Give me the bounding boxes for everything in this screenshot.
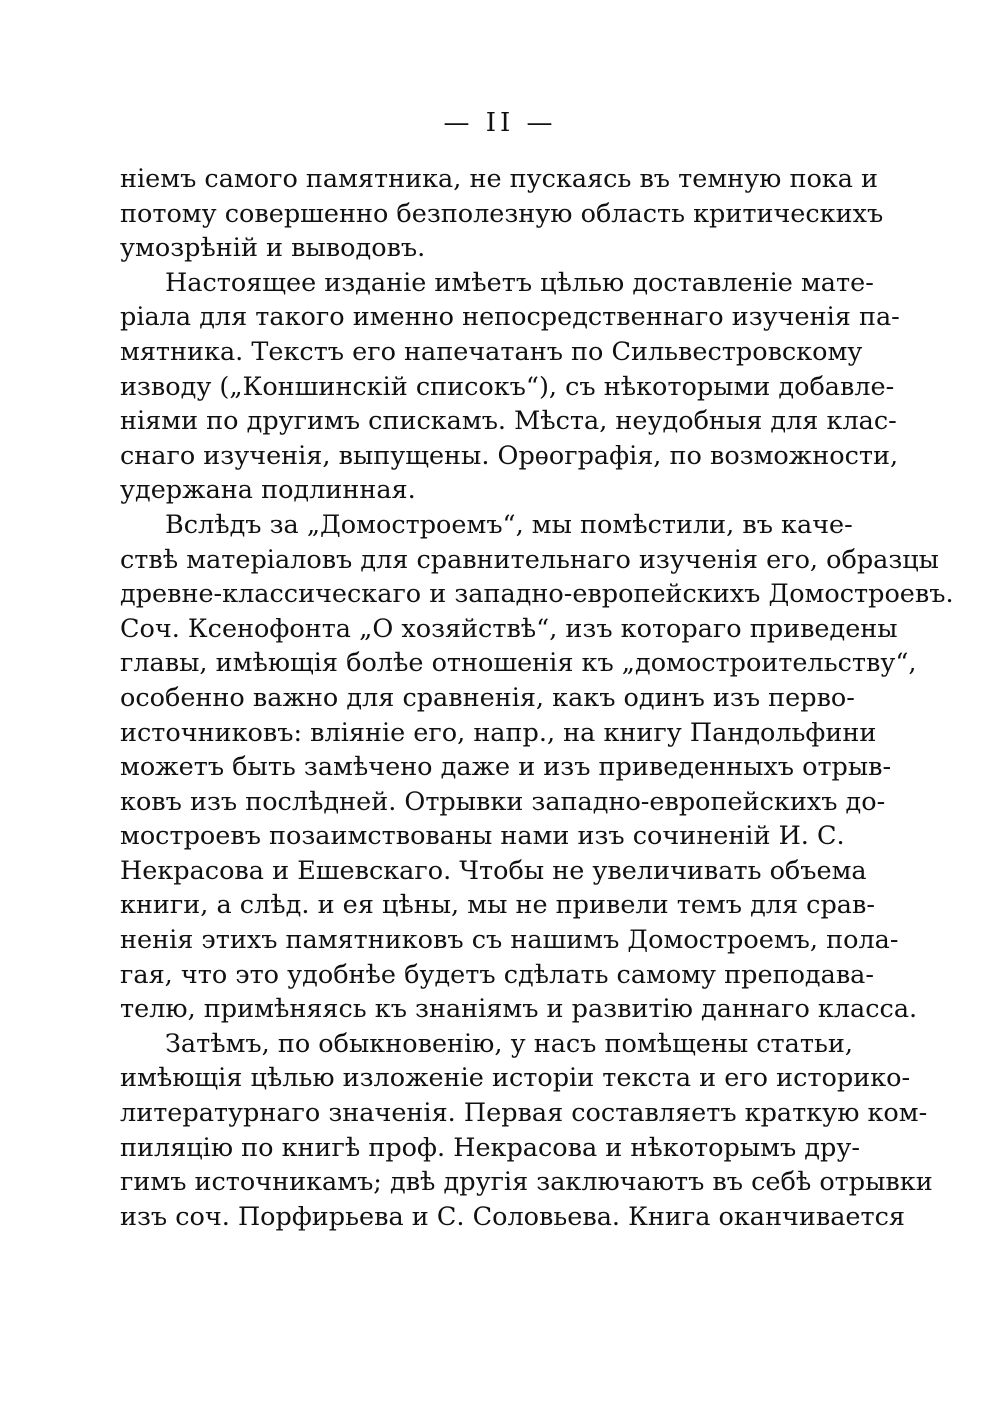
text-line: ненія этихъ памятниковъ съ нашимъ Домостроемъ, пола- (120, 925, 899, 956)
text-line: литературнаго значенія. Первая составляетъ краткую ком- (120, 1098, 928, 1129)
text-line: снаго изученія, выпущены. Орѳографія, по возможности, (120, 440, 899, 471)
text-line: потому совершенно безполезную область критическихъ (120, 198, 884, 229)
text-line: Некрасова и Ешевскаго. Чтобы не увеличивать объема (120, 855, 867, 886)
text-line: главы, имѣющія болѣе отношенія къ „домостроительству“, (120, 648, 917, 679)
text-line: имѣющія цѣлью изложеніе исторіи текста и его историко- (120, 1063, 911, 1094)
text-line: источниковъ: вліяніе его, напр., на книгу Пандольфини (120, 717, 877, 748)
text-line: Вслѣдъ за „Домостроемъ“, мы помѣстили, въ каче- (165, 509, 853, 540)
body-text (120, 162, 954, 1234)
text-line: древне-классическаго и западно-европейскихъ Домостроевъ. (120, 579, 954, 610)
text-line: мостроевъ позаимствованы нами изъ сочиненій И. С. (120, 821, 845, 852)
text-line: мятника. Текстъ его напечатанъ по Сильвестровскому (120, 336, 863, 367)
text-line: ніемъ самого памятника, не пускаясь въ темную пока и (120, 164, 879, 194)
text-line: гимъ источникамъ; двѣ другія заключаютъ въ себѣ отрывки (120, 1167, 933, 1198)
text-line: ніями по другимъ спискамъ. Мѣста, неудобныя для клас- (120, 406, 897, 437)
text-line: ствѣ матеріаловъ для сравнительнаго изученія его, образцы (120, 544, 939, 575)
text-line: телю, примѣняясь къ знаніямъ и развитію даннаго класса. (120, 994, 918, 1025)
text-line: Затѣмъ, по обыкновенію, у насъ помѣщены статьи, (165, 1028, 853, 1059)
text-line: гая, что это удобнѣе будетъ сдѣлать самому преподава- (120, 959, 875, 990)
text-line: изводу („Коншинскій списокъ“), съ нѣкоторыми добавле- (120, 371, 895, 402)
text-line: книги, а слѣд. и ея цѣны, мы не привели темъ для срав- (120, 890, 875, 921)
text-line: изъ соч. Порфирьева и С. Соловьева. Книга оканчивается (120, 1201, 905, 1232)
text-line: можетъ быть замѣчено даже и изъ приведенныхъ отрыв- (120, 752, 892, 783)
text-line: ковъ изъ послѣдней. Отрывки западно-европейскихъ до- (120, 786, 886, 817)
page-number: — II — (443, 108, 557, 138)
text-line: Настоящее изданіе имѣетъ цѣлью доставленіе мате- (165, 267, 874, 298)
text-line: ріала для такого именно непосредственнаго изученія па- (120, 302, 900, 333)
text-line: умозрѣній и выводовъ. (120, 233, 426, 264)
text-line: особенно важно для сравненія, какъ одинъ изъ перво- (120, 682, 855, 713)
text-line: удержана подлинная. (120, 475, 416, 506)
text-line: Соч. Ксенофонта „О хозяйствѣ“, изъ котораго приведены (120, 613, 898, 644)
text-line: пиляцію по книгѣ проф. Некрасова и нѣкоторымъ дру- (120, 1132, 860, 1163)
